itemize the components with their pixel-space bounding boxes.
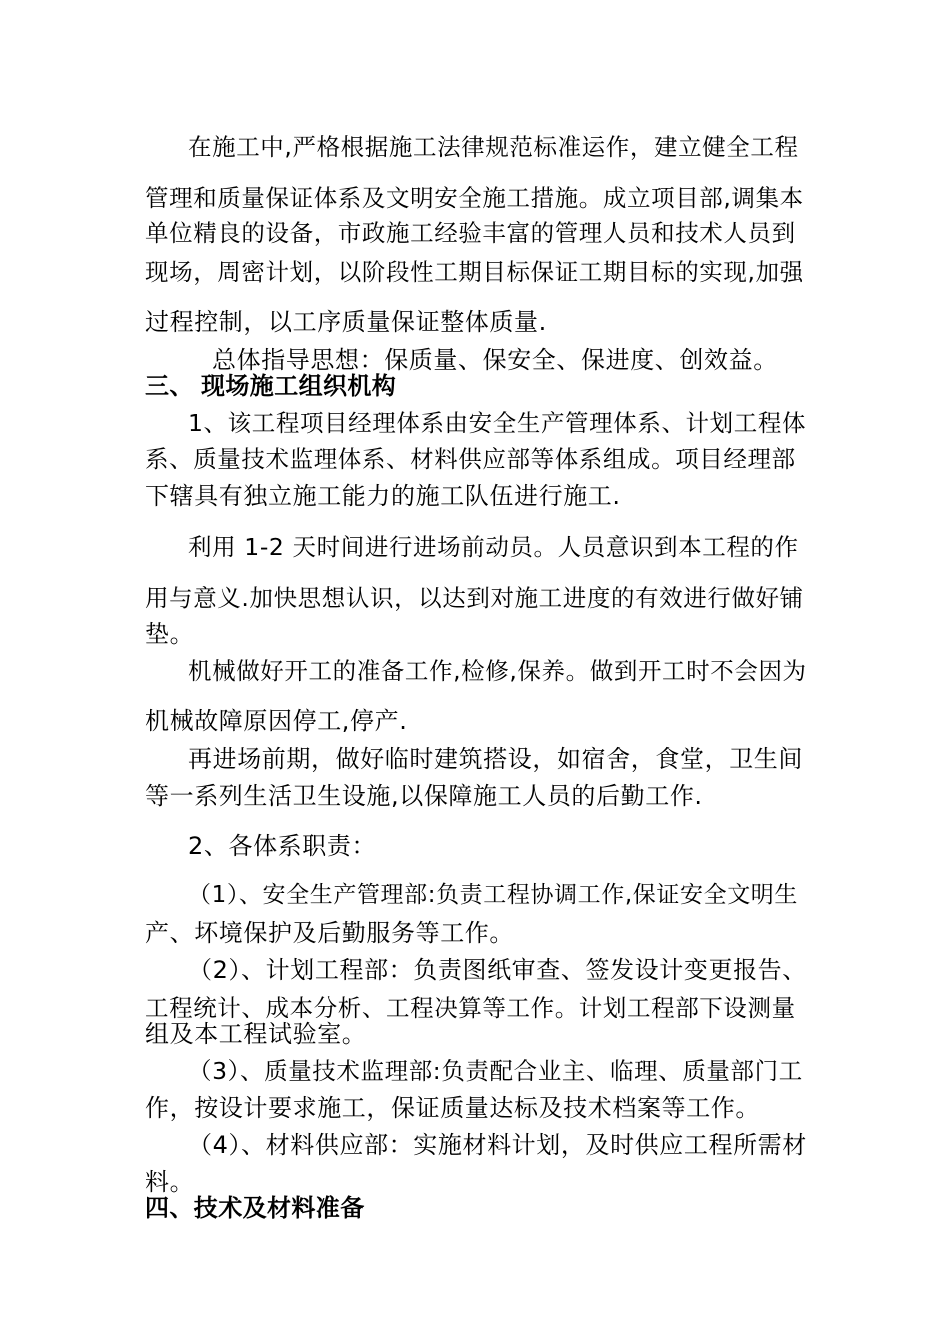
duty-line: 料。 [145,1168,195,1196]
paragraph-line: 1、该工程项目经理体系由安全生产管理体系、计划工程体 [188,409,807,437]
paragraph-line: 现场，周密计划，以阶段性工期目标保证工期目标的实现,加强 [145,258,804,286]
paragraph-line: 再进场前期，做好临时建筑搭设，如宿舍，食堂，卫生间 [188,745,803,773]
paragraph-line: 等一系列生活卫生设施,以保障施工人员的后勤工作. [145,782,703,810]
paragraph-line: 垫。 [145,620,195,648]
section-title: 现场施工组织机构 [201,372,397,400]
paragraph-line: 单位精良的设备，市政施工经验丰富的管理人员和技术人员到 [145,219,796,247]
duty-line: 产、坏境保护及后勤服务等工作。 [145,919,514,947]
guiding-idea: 总体指导思想：保质量、保安全、保进度、创效益。 [212,346,778,374]
duty-line: 组及本工程试验室。 [145,1020,367,1048]
paragraph-line: 机械做好开工的准备工作,检修,保养。做到开工时不会因为 [188,657,807,685]
duty-line: （4）、材料供应部：实施材料计划，及时供应工程所需材 [188,1131,807,1159]
duty-line: （1）、安全生产管理部:负责工程协调工作,保证安全文明生 [188,882,798,908]
paragraph-line: 机械故障原因停工,停产. [145,707,408,735]
paragraph-line: 管理和质量保证体系及文明安全施工措施。成立项目部,调集本 [145,184,804,212]
paragraph-line: 过程控制，以工序质量保证整体质量. [145,308,547,336]
duty-line: （2）、计划工程部：负责图纸审查、签发设计变更报告、 [188,956,807,984]
section-number: 三、 [145,372,194,400]
paragraph-line: 下辖具有独立施工能力的施工队伍进行施工. [145,482,621,510]
section-heading: 四、技术及材料准备 [145,1194,365,1222]
section-heading [145,371,396,401]
duty-line: （3）、质量技术监理部:负责配合业主、临理、质量部门工 [188,1057,803,1085]
paragraph-line: 用与意义.加快思想认识，以达到对施工进度的有效进行做好铺 [145,584,804,612]
duty-line: 作，按设计要求施工，保证质量达标及技术档案等工作。 [145,1094,760,1122]
paragraph-line: 在施工中,严格根据施工法律规范标准运作，建立健全工程 [188,133,799,161]
paragraph-line: 利用 1-2 天时间进行进场前动员。人员意识到本工程的作 [188,533,799,561]
subsection-title: 2、各体系职责： [188,832,377,860]
duty-line: 工程统计、成本分析、工程决算等工作。计划工程部下设测量 [145,994,796,1022]
paragraph-line: 系、质量技术监理体系、材料供应部等体系组成。项目经理部 [145,445,796,473]
